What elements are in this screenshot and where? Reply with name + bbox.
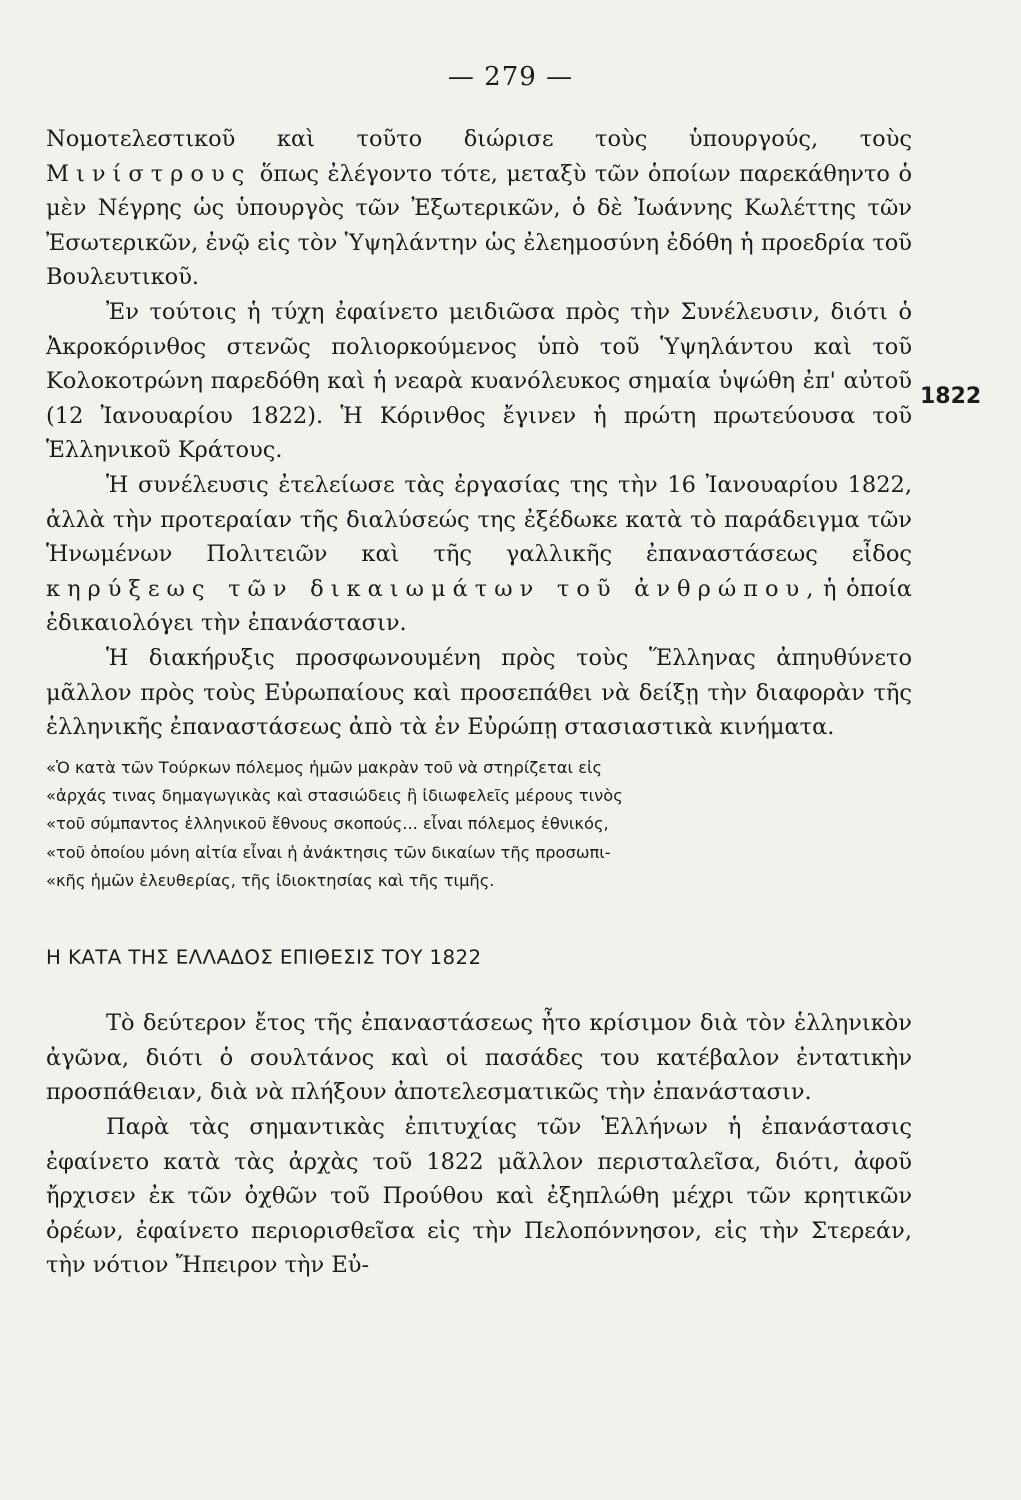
paragraph-6: Παρὰ τὰς σημαντικὰς ἐπιτυχίας τῶν Ἑλλήνων ἡ ἐπανάστασις ἐφαίνετο κατὰ τὰς ἀρχὰς τοῦ 1822 μᾶλλον περισταλεῖσα, διότι, ἀφοῦ ἤρχισεν ἐκ τῶν ὀχθῶν τοῦ Προύθου καὶ ἐξηπλώθη μέχρι τῶν κρητικῶν ὀρέων, ἐφαίνετο περιορισθεῖσα εἰς τὴν Πελοπόννησον, εἰς τὴν Στερεάν, τὴν νότιον Ἤπειρον τὴν Εὐ- [46,1113,912,1279]
paragraph-4: Ἡ διακήρυξις προσφωνουμένη πρὸς τοὺς Ἕλληνας ἀπηυθύνετο μᾶλλον πρὸς τοὺς Εὐρωπαίους καὶ προσεπάθει νὰ δείξῃ τὴν διαφορὰν τῆς ἑλληνικῆς ἐπαναστάσεως ἀπὸ τὰ ἐν Εὐρώπῃ στασιαστικὰ κινήματα. [46,644,912,741]
paragraph-1 [46,122,912,295]
paragraph-3-spaced-term: κηρύξεως τῶν δικαιωμάτων τοῦ ἀνθρώπου [46,575,807,602]
paragraph-1-spaced-term: Μινίστρους [46,160,252,187]
section-heading: Η ΚΑΤΑ ΤΗΣ ΕΛΛΑΔΟΣ ΕΠΙΘΕΣΙΣ ΤΟΥ 1822 [46,946,482,970]
margin-note-year: 1822 [920,384,982,409]
quote-line: «Ὁ κατὰ τῶν Τούρκων πόλεμος ἡμῶν μακρὰν τοῦ νὰ στηρίζεται εἰς [46,757,603,777]
paragraph-1-text: Νομοτελεστικοῦ καὶ τοῦτο διώρισε τοὺς ὑπουργούς, τοὺς [46,126,912,152]
paragraph-5: Τὸ δεύτερον ἔτος τῆς ἐπαναστάσεως ἦτο κρίσιμον διὰ τὸν ἑλληνικὸν ἀγῶνα, διότι ὁ σουλτάνος καὶ οἱ πασάδες του κατέβαλον ἐντατικὴν προσπάθειαν, διὰ νὰ πλήξουν ἀποτελεσματικῶς τὴν ἐπανάστασιν. [46,1010,912,1106]
body-text [46,122,912,1283]
quote-line: «τοῦ σύμπαντος ἑλληνικοῦ ἔθνους σκοπούς... εἶναι πόλεμος ἐθνικός, [46,814,609,834]
paragraph-3-text-cont: , ἡ ὁποία ἐδικαιολόγει τὴν ἐπανάστασιν. [46,575,912,637]
paragraph-3-text: Ἡ συνέλευσις ἐτελείωσε τὰς ἐργασίας της τὴν 16 Ἰανουαρίου 1822, ἀλλὰ τὴν προτεραίαν τῆς διαλύσεώς της ἐξέδωκε κατὰ τὸ παράδειγμα τῶν Ἡνωμένων Πολιτειῶν καὶ τῆς γαλλικῆς ἐπαναστάσεως εἶδος [46,471,912,568]
paragraph-3 [46,468,912,641]
quote-line: «τοῦ ὁποίου μόνη αἰτία εἶναι ἡ ἀνάκτησις τῶν δικαίων τῆς προσωπι- [46,842,611,862]
paragraph-2: Ἐν τούτοις ἡ τύχη ἐφαίνετο μειδιῶσα πρὸς τὴν Συνέλευσιν, διότι ὁ Ἀκροκόρινθος στενῶς πολιορκούμενος ὑπὸ τοῦ Ὑψηλάντου καὶ τοῦ Κολοκοτρώνη παρεδόθη καὶ ἡ νεαρὰ κυανόλευκος σημαία ὑψώθη ἐπ' αὐτοῦ (12 Ἰανουαρίου 1822). Ἡ Κόρινθος ἔγινεν ἡ πρώτη πρωτεύουσα τοῦ Ἑλληνικοῦ Κράτους. [46,298,912,464]
quote-line: «κῆς ἡμῶν ἐλευθερίας, τῆς ἰδιοκτησίας καὶ τῆς τιμῆς. [46,870,495,890]
page-number: — 279 — [447,62,574,92]
quotation-block [46,754,912,895]
paragraph-1-text-cont: ὅπως ἐλέγοντο τότε, μεταξὺ τῶν ὁποίων παρεκάθηντο ὁ μὲν Νέγρης ὡς ὑπουργὸς τῶν Ἐξωτερικῶν, ὁ δὲ Ἰωάννης Κωλέττης τῶν Ἐσωτερικῶν, ἐνῷ εἰς τὸν Ὑψηλάντην ὡς ἐλεημοσύνη ἐδόθη ἡ προεδρία τοῦ Βουλευτικοῦ. [46,160,912,291]
quote-line: «ἀρχάς τινας δημαγωγικὰς καὶ στασιώδεις ἢ ἰδιωφελεῖς μέρους τινὸς [46,785,623,805]
